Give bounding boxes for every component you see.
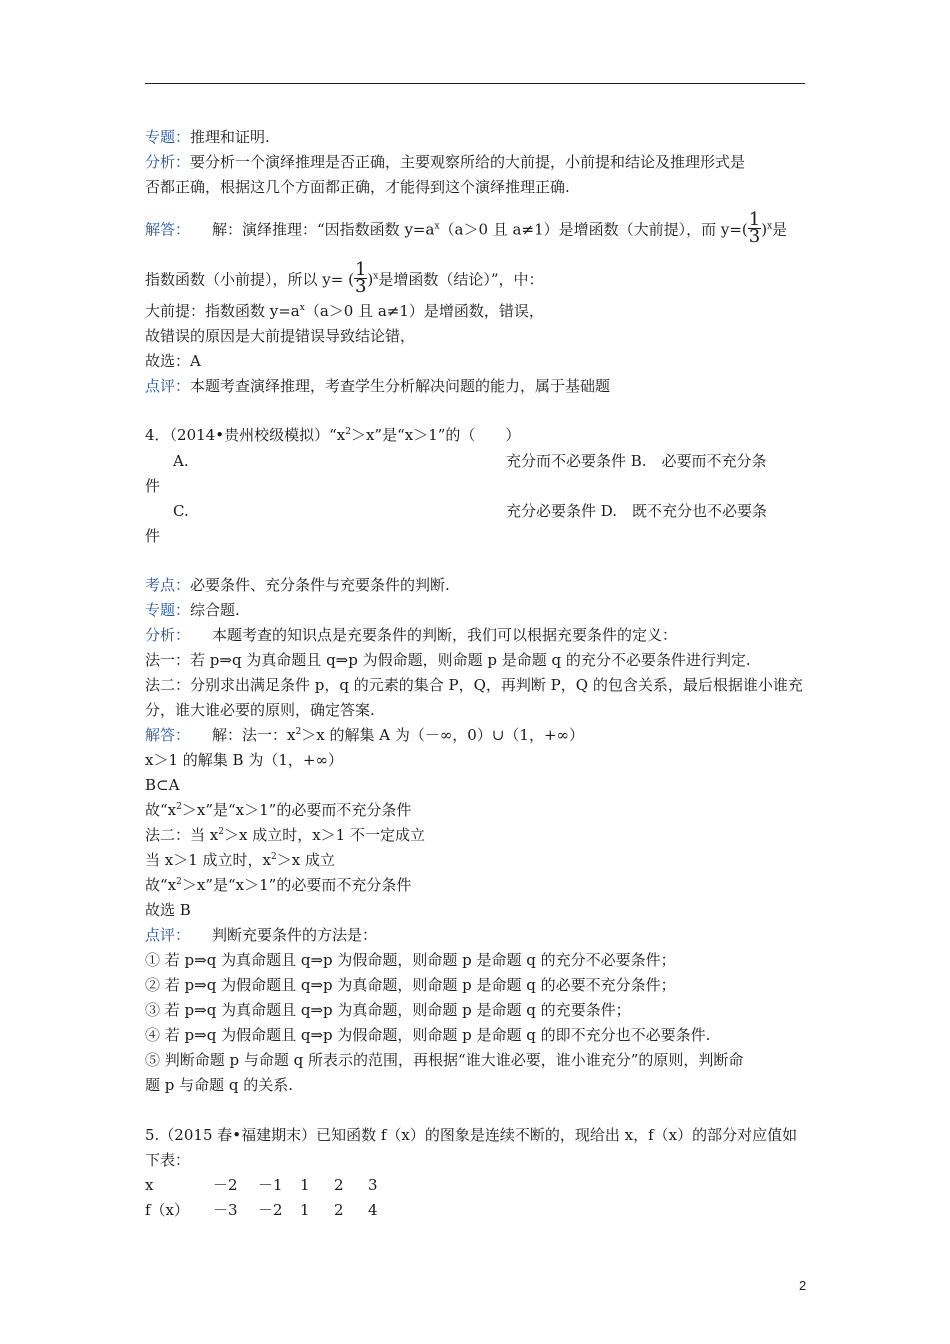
analysis-label: 分析： [145, 626, 191, 644]
q4-answer-l1: 解答： 解：法一：$x^2>x$ 的解集 A 为（－∞，0）∪（1，+∞） [145, 726, 585, 744]
q4-option-c-label: C. [173, 502, 189, 520]
table-cell: －3 [213, 1201, 238, 1219]
topic-label: 专题： [145, 128, 191, 146]
comment-label: 点评： [145, 926, 191, 944]
header-rule [145, 83, 805, 84]
q3-answer-line5: 故选：A [145, 352, 201, 370]
fraction-one-third: $\frac{1}{3}$ [748, 209, 761, 247]
fraction-one-third: $\frac{1}{3}$ [354, 259, 367, 297]
q4-option-cd: 充分必要条件 D. 既不充分也不必要条 [506, 502, 768, 520]
answer-label: 解答： [145, 726, 191, 744]
q4-topic: 专题：综合题. [145, 601, 240, 619]
q4-option-wrap2: 件 [145, 527, 161, 545]
analysis-label: 分析： [145, 153, 191, 171]
q3-answer-line3: 大前提：指数函数 $y=a^x(a>0$ 且 a≠1）是增函数，错误， [145, 302, 544, 320]
table-row-label: x [145, 1176, 154, 1194]
table-cell: 2 [334, 1201, 344, 1219]
q3-analysis-cont: 否都正确，根据这几个方面都正确，才能得到这个演绎推理正确. [145, 178, 570, 196]
q4-answer-l2: x＞1 的解集 B 为（1，+∞） [145, 751, 343, 769]
q4-answer-l5: 法二：当 $x^2>x$ 成立时，x＞1 不一定成立 [145, 826, 425, 844]
q4-knowledge-point: 考点：必要条件、充分条件与充要条件的判断. [145, 576, 450, 594]
q4-comment-l5: ④ 若 p⇒q 为假命题且 q⇒p 为假命题，则命题 p 是命题 q 的即不充分也不必要条件. [145, 1026, 711, 1044]
table-cell: －2 [258, 1201, 283, 1219]
q4-stem: 4．（2014•贵州校级模拟）“$x^2>x$”是“x＞1”的（ ） [145, 426, 521, 444]
q3-topic: 专题：推理和证明. [145, 128, 270, 146]
q5-stem: 5.（2015 春•福建期末）已知函数 f（x）的图象是连续不断的，现给出 x，f（x）的部分对应值如 [145, 1126, 798, 1144]
q4-answer-l3: B⊂A [145, 776, 180, 794]
q4-analysis: 分析： 本题考查的知识点是充要条件的判断，我们可以根据充要条件的定义： [145, 626, 678, 644]
table-row-label: f（x） [145, 1201, 190, 1219]
table-cell: 1 [300, 1201, 310, 1219]
q3-answer-line4: 故错误的原因是大前提错误导致结论错， [145, 327, 416, 345]
q4-comment-l2: ① 若 p⇒q 为真命题且 q⇒p 为假命题，则命题 p 是命题 q 的充分不必要条件； [145, 951, 676, 969]
q5-stem-cont: 下表： [145, 1151, 191, 1169]
q4-comment-l7: 题 p 与命题 q 的关系. [145, 1076, 294, 1094]
q4-comment-l4: ③ 若 p⇒q 为真命题且 q⇒p 为真命题，则命题 p 是命题 q 的充要条件； [145, 1001, 631, 1019]
table-cell: 1 [300, 1176, 310, 1194]
table-cell: 3 [368, 1176, 378, 1194]
q3-comment: 点评：本题考查演绎推理，考查学生分析解决问题的能力，属于基础题 [145, 377, 611, 395]
q3-analysis: 分析：要分析一个演绎推理是否正确，主要观察所给的大前提，小前提和结论及推理形式是 [145, 153, 746, 171]
q4-analysis-l4: 分，谁大谁必要的原则，确定答案. [145, 701, 375, 719]
topic-label: 专题： [145, 601, 191, 619]
table-cell: 4 [368, 1201, 378, 1219]
q4-comment-l3: ② 若 p⇒q 为假命题且 q⇒p 为真命题，则命题 p 是命题 q 的必要不充分条件； [145, 976, 676, 994]
answer-label: 解答： [145, 220, 191, 239]
table-cell: －2 [213, 1176, 238, 1194]
comment-label: 点评： [145, 377, 191, 395]
q4-option-ab: 充分而不必要条件 B. 必要而不充分条 [506, 452, 767, 470]
q3-answer-line1: 解答： 解：演绎推理：“因指数函数 $y=a^x(a>0$ 且 a≠1）是增函数（大前提），而 y=( $\frac{1}{3}$ )$^x$是 [145, 209, 788, 247]
q4-answer-l8: 故选 B [145, 901, 191, 919]
q3-answer-line2: 指数函数（小前提），所以 y= ( $\frac{1}{3}$ )$^x$是增函数（结论）”，中： [145, 259, 544, 297]
page-number: 2 [799, 1278, 807, 1293]
q4-option-a-label: A. [173, 452, 189, 470]
q4-option-wrap1: 件 [145, 477, 161, 495]
q4-comment: 点评： 判断充要条件的方法是： [145, 926, 378, 944]
table-cell: 2 [334, 1176, 344, 1194]
q4-comment-l6: ⑤ 判断命题 p 与命题 q 所表示的范围，再根据“谁大谁必要，谁小谁充分”的原则，判断命 [145, 1051, 744, 1069]
q4-answer-l4: 故“$x^2>x$”是“x＞1”的必要而不充分条件 [145, 801, 412, 819]
kd-label: 考点： [145, 576, 191, 594]
table-cell: －1 [258, 1176, 283, 1194]
q4-analysis-l2: 法一：若 p⇒q 为真命题且 q⇒p 为假命题，则命题 p 是命题 q 的充分不必要条件进行判定. [145, 651, 751, 669]
q4-answer-l7: 故“$x^2>x$”是“x＞1”的必要而不充分条件 [145, 876, 412, 894]
q4-answer-l6: 当 x＞1 成立时，$x^2>x$ 成立 [145, 851, 335, 869]
q4-analysis-l3: 法二：分别求出满足条件 p，q 的元素的集合 P，Q，再判断 P，Q 的包含关系，最后根据谁小谁充 [145, 676, 803, 694]
